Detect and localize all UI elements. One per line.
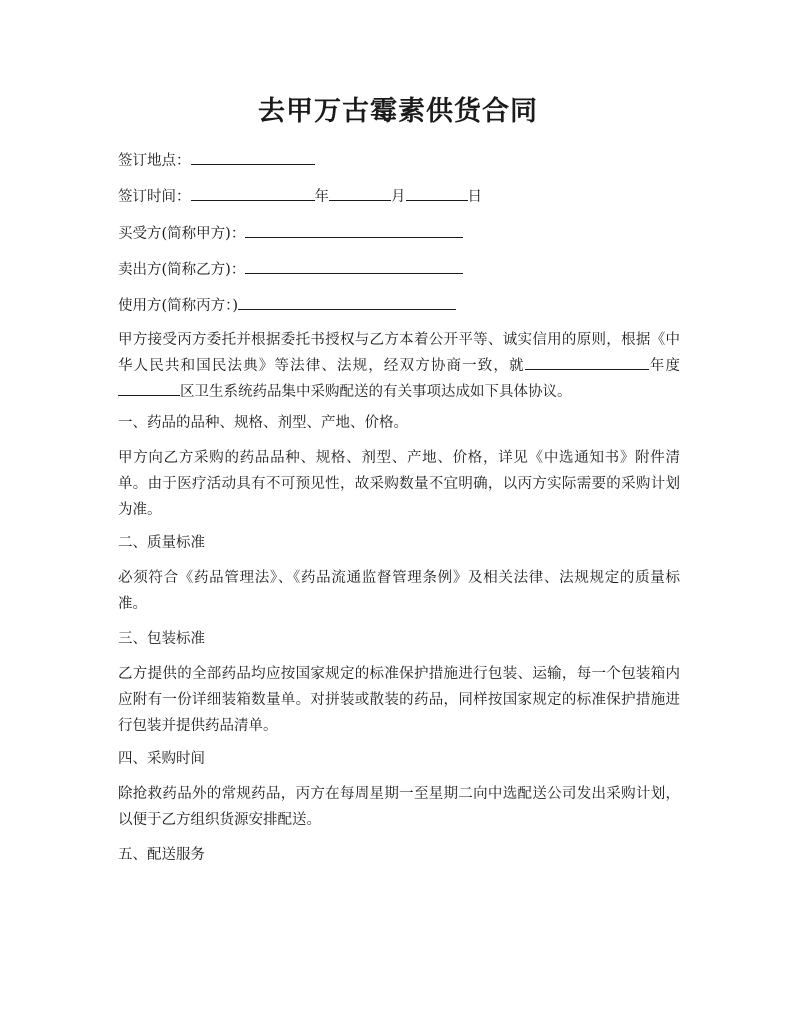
seller-label: 卖出方(简称乙方)：	[118, 262, 246, 278]
buyer-line	[118, 223, 463, 244]
section-2-body: 必须符合《药品管理法》、《药品流通监督管理条例》及相关法律、法规规定的质量标准。	[118, 570, 680, 612]
intro-text-3: 区卫生系统药品集中采购配送的有关事项达成如下具体协议。	[180, 384, 572, 400]
buyer-blank[interactable]	[245, 223, 463, 238]
seller-blank[interactable]	[245, 259, 463, 274]
day-label: 日	[467, 189, 482, 205]
section-3-body: 乙方提供的全部药品均应按国家规定的标准保护措施进行包装、运输，每一个包装箱内应附有一份详细装箱数量单。对拼装或散装的药品，同样按国家规定的标准保护措施进行包装并提供药品清单。	[118, 666, 680, 734]
sign-place-line	[118, 150, 315, 171]
section-1-body: 甲方向乙方采购的药品品种、规格、剂型、产地、价格，详见《中选通知书》附件清单。由于医疗活动具有不可预见性，故采购数量不宜明确，以丙方实际需要的采购计划为准。	[118, 450, 680, 518]
section-4-heading: 四、采购时间	[118, 751, 205, 767]
user-line	[118, 295, 456, 316]
section-1-heading: 一、药品的品种、规格、剂型、产地、价格。	[118, 415, 408, 431]
intro-text-1: 甲方接受丙方委托并根据委托书授权与乙方本着公开平等、诚实信用的原则，根据《中华人民共和国民法典》等法律、法规，经双方协商一致，就	[118, 332, 680, 374]
intro-paragraph	[118, 327, 680, 405]
month-label: 月	[391, 189, 406, 205]
sign-time-label: 签订时间：	[118, 189, 191, 205]
section-2-heading: 二、质量标准	[118, 535, 205, 551]
day-blank[interactable]	[406, 186, 468, 201]
user-label: 使用方(简称丙方：)	[118, 298, 239, 314]
sign-place-label: 签订地点：	[118, 153, 191, 169]
year-label: 年	[314, 189, 329, 205]
year-blank[interactable]	[191, 186, 315, 201]
section-3-heading: 三、包装标准	[118, 631, 205, 647]
document-title: 去甲万古霉素供货合同	[258, 96, 538, 127]
buyer-label: 买受方(简称甲方)：	[118, 226, 246, 242]
intro-district-blank[interactable]	[118, 381, 180, 396]
user-blank[interactable]	[238, 295, 456, 310]
intro-year-blank[interactable]	[525, 355, 649, 370]
sign-place-blank[interactable]	[191, 150, 315, 165]
section-4-body: 除抢救药品外的常规药品，丙方在每周星期一至星期二向中选配送公司发出采购计划，以便于乙方组织货源安排配送。	[118, 786, 680, 828]
section-5-heading: 五、配送服务	[118, 847, 205, 863]
intro-text-2: 年度	[648, 358, 681, 374]
month-blank[interactable]	[329, 186, 391, 201]
seller-line	[118, 259, 463, 280]
sign-time-line	[118, 186, 482, 207]
